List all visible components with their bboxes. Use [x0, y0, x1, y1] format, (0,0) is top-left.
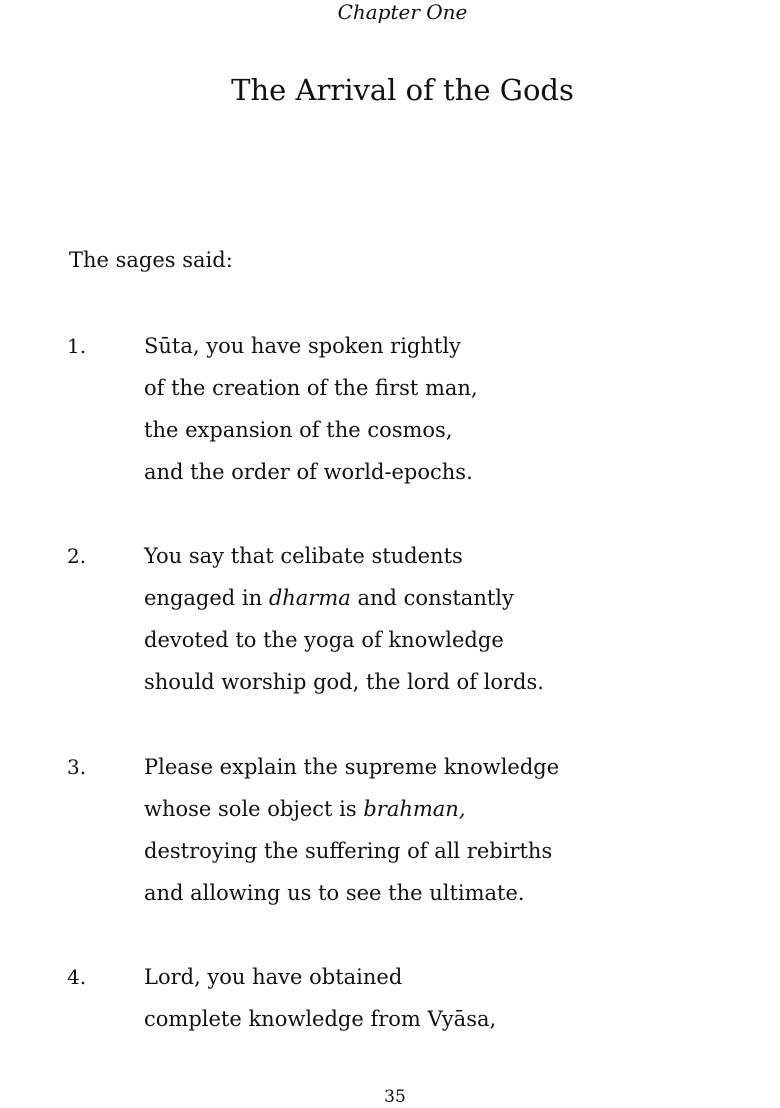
verse-line: the expansion of the cosmos, [144, 418, 453, 442]
verse-lines [144, 332, 764, 500]
verse-number: 2. [67, 544, 87, 568]
speaker-line: The sages said: [69, 248, 233, 272]
verse-line: and the order of world-epochs. [144, 460, 473, 484]
verse-line: complete knowledge from Vyāsa, [144, 1007, 497, 1031]
verse-line-mixed [144, 584, 764, 626]
verse-line: devoted to the yoga of knowledge [144, 628, 504, 652]
page-number: 35 [384, 1087, 406, 1107]
verse-line: and allowing us to see the ultimate. [144, 881, 525, 905]
italic-term: dharma [268, 586, 351, 610]
verse-line-mixed [144, 795, 764, 837]
line-text: whose sole object is [144, 797, 357, 821]
verse-line: Lord, you have obtained [144, 965, 403, 989]
line-text: and constantly [357, 586, 514, 610]
verse-lines [144, 542, 764, 710]
verse-line: You say that celibate students [144, 544, 463, 568]
verse-line: Sūta, you have spoken rightly [144, 334, 461, 358]
verse-line: of the creation of the first man, [144, 376, 478, 400]
italic-term: brahman, [363, 797, 466, 821]
verse-number: 4. [67, 965, 87, 989]
verse-line: destroying the suffering of all rebirths [144, 839, 553, 863]
verse-line: should worship god, the lord of lords. [144, 670, 544, 694]
line-text: engaged in [144, 586, 263, 610]
verse-line: Please explain the supreme knowledge [144, 755, 560, 779]
chapter-title: The Arrival of the Gods [231, 73, 574, 107]
verse-number: 3. [67, 755, 87, 779]
verse-lines [144, 963, 764, 1047]
chapter-label: Chapter One [337, 0, 468, 24]
verse-lines [144, 753, 764, 921]
verse-number: 1. [67, 334, 87, 358]
